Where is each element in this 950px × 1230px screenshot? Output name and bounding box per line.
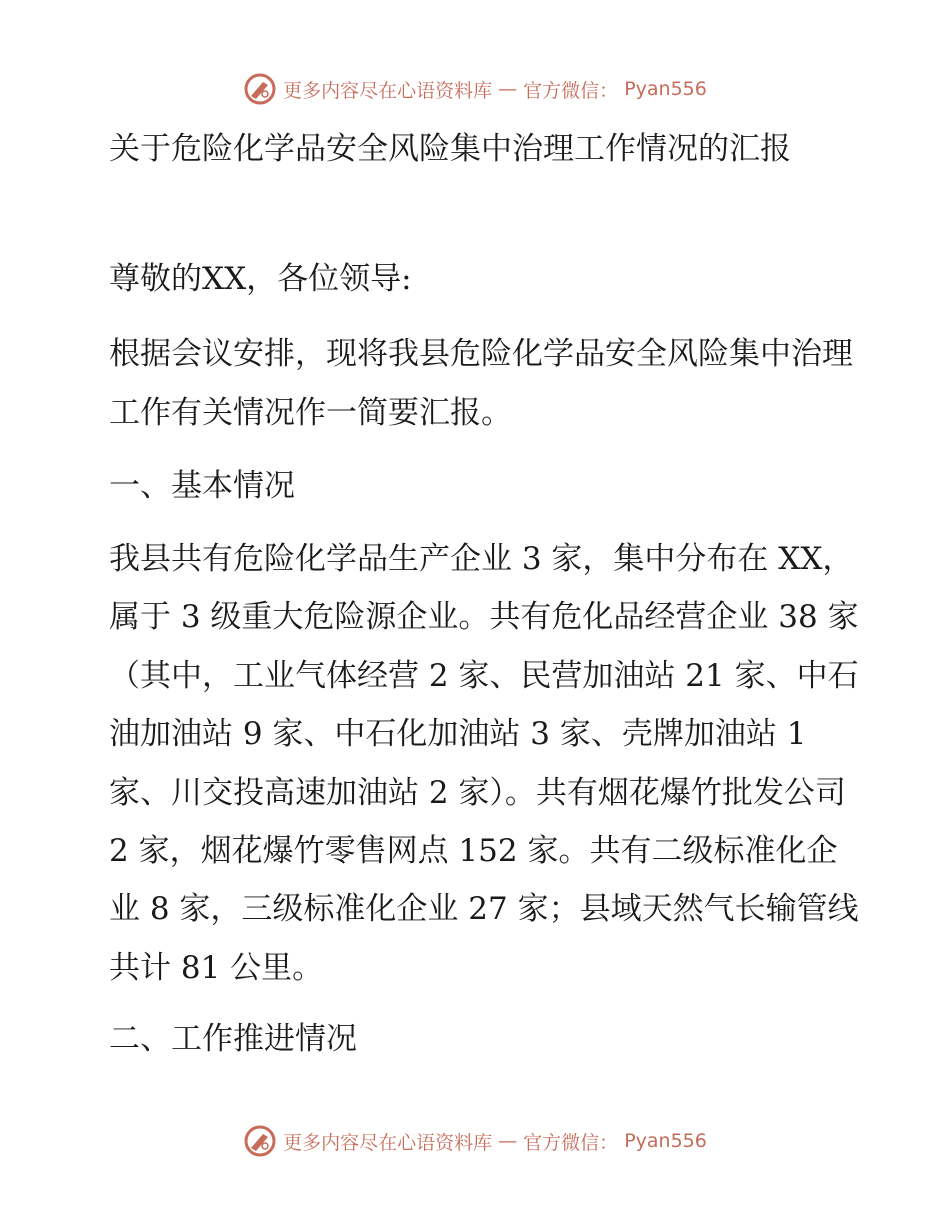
watermark-wechat-id: Pyan556	[624, 1130, 707, 1152]
watermark-wechat-label: 官方微信：	[523, 1131, 619, 1154]
section1-body-text: 我县共有危险化学品生产企业 3 家，集中分布在 XX，属于 3 级重大危险源企业。共有危化品经营企业 38 家（其中，工业气体经营 2 家、民营加油站 21 家、中石油加油站 9 家、中石化加油站 3 家、壳牌加油站 1 家、川交投高速加油站 2 家）。共有烟花爆竹批发公司 2 家，烟花爆竹零售网点 152 家。共有二级标准化企业 8 家，三级标准化企业 27 家；县域天然气长输管线共计 81 公里。	[109, 541, 859, 986]
pen-logo-icon	[243, 1124, 277, 1158]
footer-watermark	[0, 1124, 950, 1158]
pen-logo-icon	[243, 72, 277, 106]
title-text: 关于危险化学品安全风险集中治理工作情况的汇报	[109, 131, 791, 167]
header-watermark	[0, 72, 950, 106]
greeting	[99, 250, 859, 309]
watermark-dash: —	[498, 78, 518, 100]
watermark-wechat-label: 官方微信：	[523, 79, 619, 102]
intro-text: 根据会议安排，现将我县危险化学品安全风险集中治理工作有关情况作一简要汇报。	[109, 336, 853, 431]
watermark-dash: —	[498, 1130, 518, 1152]
document-title	[99, 120, 859, 179]
section1-heading-text: 一、基本情况	[109, 468, 295, 504]
watermark-text: 更多内容尽在心语资料库	[283, 1131, 493, 1154]
section1-paragraph	[99, 530, 859, 997]
section-heading-2	[99, 1010, 859, 1069]
intro-paragraph	[99, 325, 859, 443]
section2-heading-text: 二、工作推进情况	[109, 1021, 357, 1057]
section-heading-1	[99, 457, 859, 516]
watermark-wechat-id: Pyan556	[624, 78, 707, 100]
greeting-text: 尊敬的XX，各位领导:	[109, 261, 412, 297]
watermark-text: 更多内容尽在心语资料库	[283, 79, 493, 102]
